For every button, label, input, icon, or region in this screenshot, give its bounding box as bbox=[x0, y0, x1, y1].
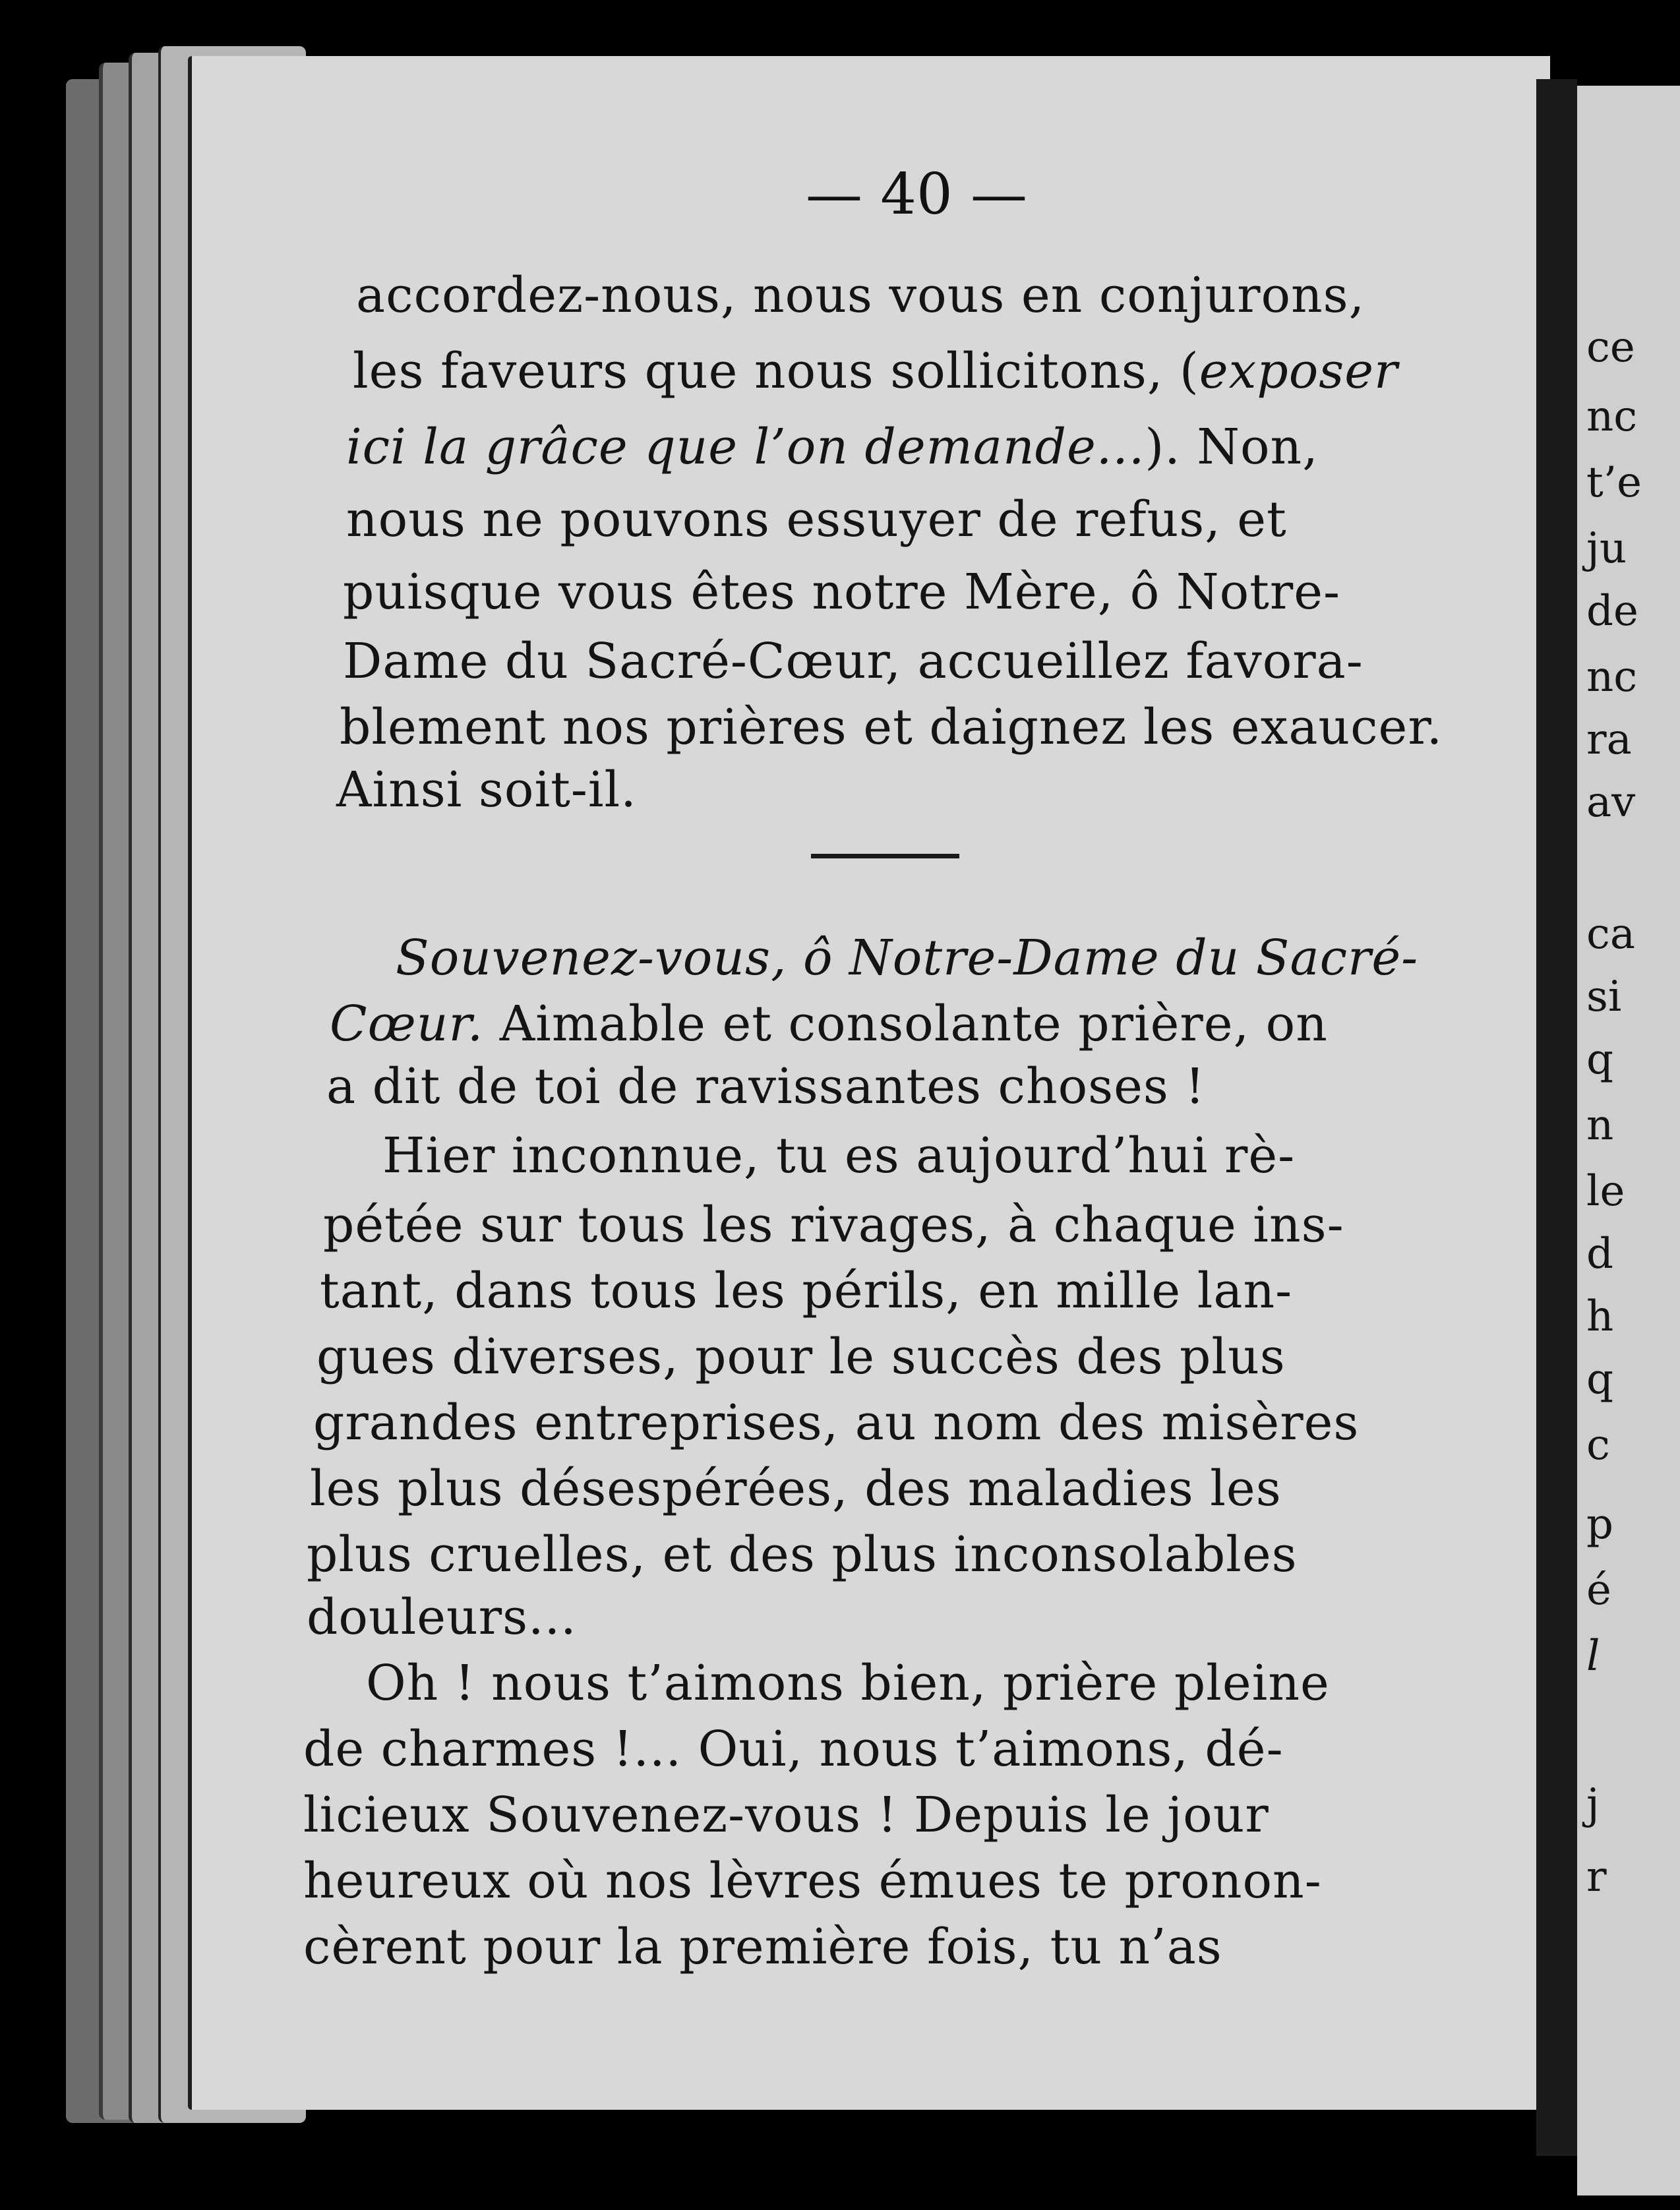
text-line: gues diverses, pour le succès des plus bbox=[316, 1329, 1286, 1385]
facing-fragment: ce bbox=[1586, 323, 1635, 372]
italic-text: Cœur. bbox=[330, 996, 484, 1052]
facing-fragment: av bbox=[1586, 778, 1636, 827]
text-line: cèrent pour la première fois, tu n’as bbox=[303, 1919, 1222, 1975]
facing-fragment: t’e bbox=[1586, 458, 1642, 507]
facing-fragment: si bbox=[1586, 972, 1622, 1021]
text-line bbox=[353, 343, 1398, 400]
text-line: Dame du Sacré-Cœur, accueillez favora- bbox=[343, 633, 1364, 690]
text-line: grandes entreprises, au nom des misères bbox=[313, 1394, 1360, 1451]
facing-fragment: c bbox=[1586, 1421, 1610, 1470]
text-line: puisque vous êtes notre Mère, ô Notre- bbox=[343, 564, 1341, 620]
text-line bbox=[330, 996, 1328, 1052]
facing-fragment: ca bbox=[1586, 910, 1635, 959]
text-line: tant, dans tous les périls, en mille lan- bbox=[320, 1263, 1293, 1319]
text-line: plus cruelles, et des plus inconsolables bbox=[307, 1526, 1298, 1583]
facing-fragment: h bbox=[1586, 1292, 1614, 1341]
text-segment: les faveurs que nous sollicitons, ( bbox=[353, 343, 1199, 400]
text-line: de charmes !... Oui, nous t’aimons, dé- bbox=[303, 1721, 1284, 1777]
book-gutter bbox=[1536, 79, 1577, 2156]
italic-text: ici la grâce que l’on demande... bbox=[346, 419, 1145, 475]
section-divider bbox=[811, 854, 959, 858]
facing-fragment: p bbox=[1586, 1500, 1613, 1549]
facing-fragment: é bbox=[1586, 1566, 1611, 1615]
text-line: Hier inconnue, tu es aujourd’hui rè- bbox=[382, 1127, 1296, 1184]
text-line: les plus désespérées, des maladies les bbox=[310, 1460, 1282, 1517]
facing-fragment: r bbox=[1586, 1853, 1607, 1901]
facing-page bbox=[1577, 86, 1680, 2195]
text-line: pétée sur tous les rivages, à chaque ins- bbox=[323, 1197, 1344, 1253]
facing-fragment: q bbox=[1586, 1355, 1613, 1404]
facing-fragment: l bbox=[1586, 1632, 1600, 1681]
text-segment: ). Non, bbox=[1145, 419, 1319, 475]
text-line: heureux où nos lèvres émues te pronon- bbox=[303, 1853, 1322, 1909]
facing-fragment: n bbox=[1586, 1101, 1614, 1150]
text-line: nous ne pouvons essuyer de refus, et bbox=[346, 491, 1287, 548]
facing-fragment: de bbox=[1586, 587, 1638, 636]
text-line: Ainsi soit-il. bbox=[336, 762, 637, 818]
text-line: a dit de toi de ravissantes choses ! bbox=[326, 1058, 1206, 1115]
italic-text: exposer bbox=[1199, 343, 1398, 400]
text-line: douleurs... bbox=[307, 1589, 577, 1646]
facing-fragment: nc bbox=[1586, 653, 1638, 702]
facing-fragment: le bbox=[1586, 1167, 1625, 1216]
facing-fragment: nc bbox=[1586, 392, 1638, 441]
text-line: licieux Souvenez-vous ! Depuis le jour bbox=[303, 1787, 1269, 1843]
text-line: accordez-nous, nous vous en conjurons, bbox=[356, 267, 1365, 324]
facing-fragment: ju bbox=[1586, 524, 1627, 573]
text-segment: Aimable et consolante prière, on bbox=[483, 996, 1328, 1052]
text-line bbox=[346, 419, 1319, 475]
text-line: blement nos prières et daignez les exaucer. bbox=[340, 699, 1443, 756]
italic-text: Souvenez-vous, ô Notre-Dame du Sacré- bbox=[396, 930, 1419, 986]
text-line bbox=[396, 930, 1418, 986]
facing-fragment: d bbox=[1586, 1230, 1613, 1278]
facing-fragment: ra bbox=[1586, 715, 1632, 764]
page-number: — 40 — bbox=[805, 162, 1028, 227]
facing-fragment: q bbox=[1586, 1035, 1613, 1084]
text-line: Oh ! nous t’aimons bien, prière pleine bbox=[366, 1655, 1330, 1712]
facing-fragment: j bbox=[1586, 1780, 1600, 1829]
